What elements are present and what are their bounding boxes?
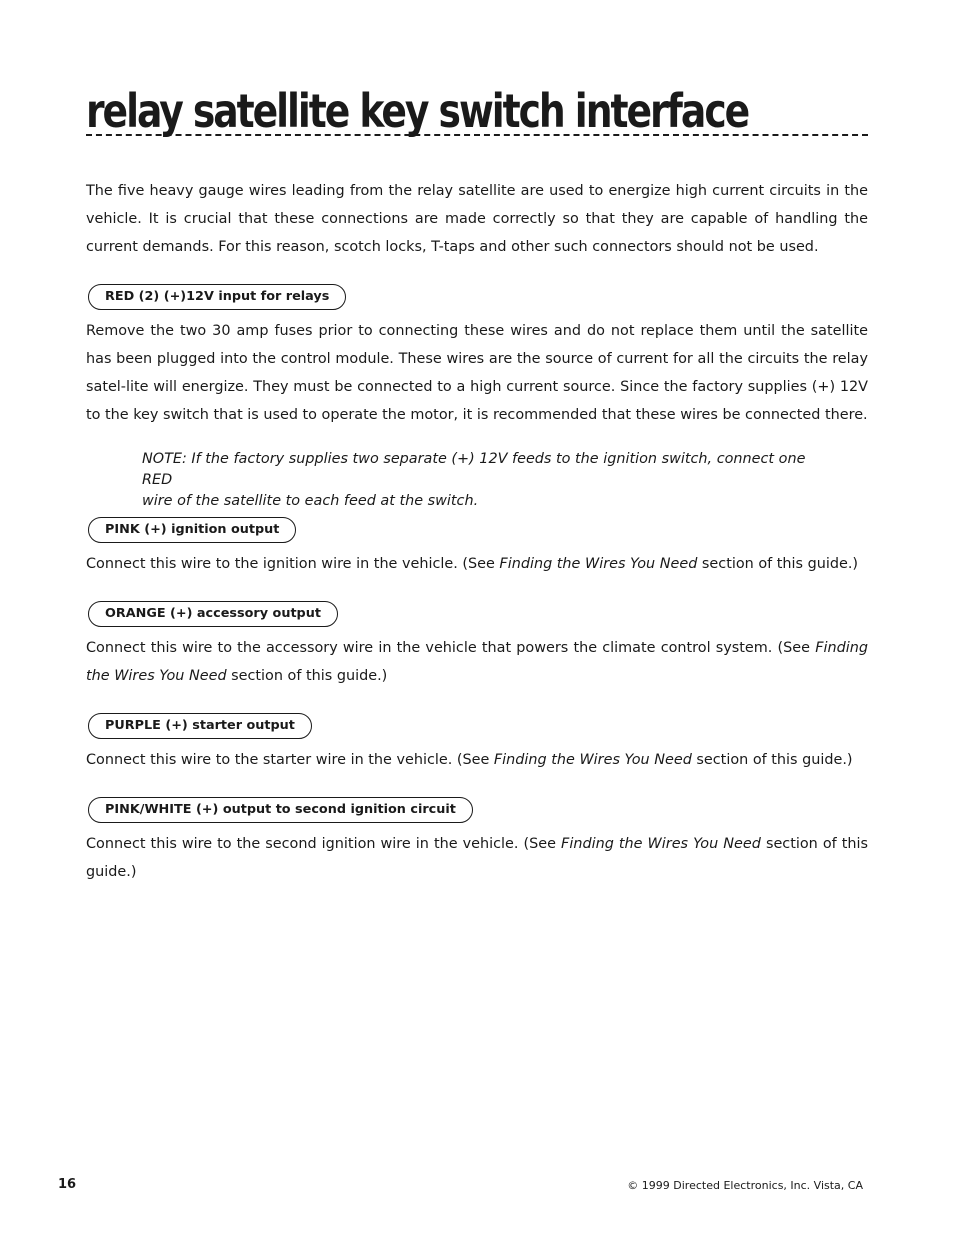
pink-wire-label: PINK (+) ignition output bbox=[88, 517, 296, 543]
copyright-notice: © 1999 Directed Electronics, Inc. Vista, CA bbox=[627, 1179, 863, 1192]
pink-white-guide-reference: Finding the Wires You Need bbox=[561, 836, 761, 852]
orange-wire-label: ORANGE (+) accessory output bbox=[88, 601, 338, 627]
pink-white-wire-label: PINK/WHITE (+) output to second ignition circuit bbox=[88, 797, 473, 823]
red-wire-description: Remove the two 30 amp fuses prior to connecting these wires and do not replace them until the satellite has been plugged into the control module. These wires are the source of current for all the circuits the relay satel-lite will energize. They must be connected to a high current source. Since the factory supplies (+) 12V to the key switch that is used to operate the motor, it is recommended that these wires be connected there. bbox=[86, 323, 868, 423]
page-title: relay satellite key switch interface bbox=[86, 84, 749, 138]
orange-guide-reference: Finding the Wires You Need bbox=[86, 640, 868, 684]
red-wire-label: RED (2) (+)12V input for relays bbox=[88, 284, 346, 310]
pink-text-before: Connect this wire to the ignition wire in the vehicle. (See bbox=[86, 556, 500, 572]
purple-text-after: section of this guide.) bbox=[691, 752, 853, 768]
purple-text-before: Connect this wire to the starter wire in the vehicle. (See bbox=[86, 752, 494, 768]
pink-guide-reference: Finding the Wires You Need bbox=[499, 556, 698, 572]
pink-wire-description bbox=[86, 550, 868, 578]
pink-text-after: section of this guide.) bbox=[697, 556, 859, 572]
pink-white-wire-description bbox=[86, 830, 868, 886]
red-wire-note-line-1: NOTE: If the factory supplies two separate (+) 12V feeds to the ignition switch, connect one RED bbox=[142, 451, 806, 488]
orange-text-after: section of this guide.) bbox=[226, 668, 388, 684]
orange-wire-description bbox=[86, 634, 868, 690]
intro-paragraph: The five heavy gauge wires leading from the relay satellite are used to energize high current circuits in the vehicle. It is crucial that these connections are made correctly so that they are capable of handling the current demands. For this reason, scotch locks, T-taps and other such connectors should not be used. bbox=[86, 183, 868, 255]
pink-white-text-before: Connect this wire to the second ignition wire in the vehicle. (See bbox=[86, 836, 562, 852]
purple-guide-reference: Finding the Wires You Need bbox=[493, 752, 692, 768]
purple-wire-description bbox=[86, 746, 868, 774]
pink-white-text-after: section of this guide.) bbox=[86, 836, 869, 880]
orange-text-before: Connect this wire to the accessory wire in the vehicle that powers the climate control system. (See bbox=[86, 640, 816, 656]
red-wire-note-line-2: wire of the satellite to each feed at the switch. bbox=[142, 493, 479, 509]
page-number: 16 bbox=[58, 1177, 77, 1192]
title-underline-divider bbox=[86, 134, 868, 136]
purple-wire-label: PURPLE (+) starter output bbox=[88, 713, 312, 739]
red-wire-note bbox=[142, 449, 822, 512]
